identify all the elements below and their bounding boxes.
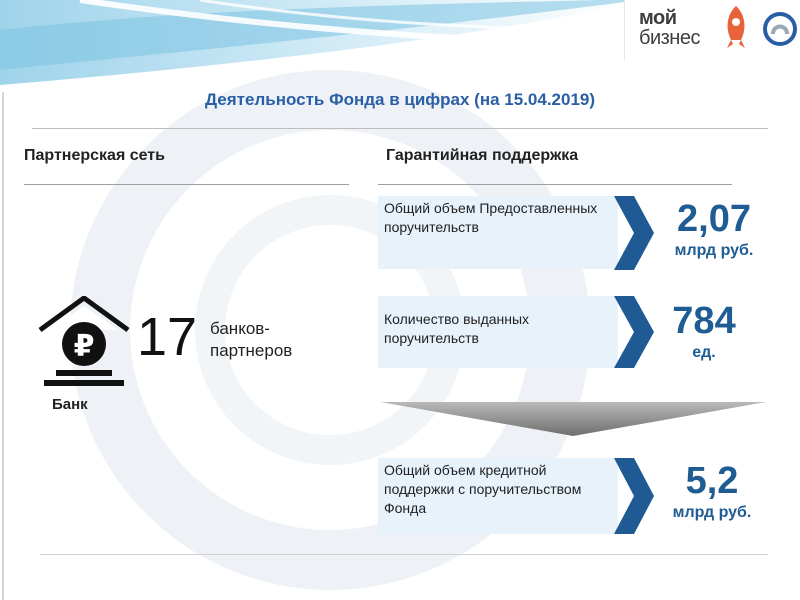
- credit-support-box: [378, 458, 618, 534]
- guarantee-count-label: Количество выданных поручительств: [384, 311, 530, 346]
- bottom-divider: [40, 554, 768, 555]
- guarantee-count-box: [378, 296, 618, 368]
- guarantee-total-number: 2,07: [677, 198, 751, 240]
- down-arrow-icon: [380, 402, 766, 436]
- fund-logo-icon: [763, 12, 797, 46]
- title-divider: [32, 128, 768, 129]
- partner-bank-count: 17: [137, 307, 198, 367]
- partner-bank-count-label: банков-партнеров: [210, 319, 293, 360]
- logo-line2: бизнес: [639, 27, 700, 49]
- bank-icon: [36, 296, 132, 392]
- credit-support-label: Общий объем кредитной поддержки с поручительством Фонда: [384, 462, 582, 516]
- guarantee-count-unit: ед.: [692, 344, 716, 361]
- svg-text:₽: ₽: [73, 329, 95, 364]
- guarantee-total-label: Общий объем Предоставленных поручительств: [384, 200, 598, 235]
- chevron-right-icon: [612, 296, 654, 368]
- rocket-icon: [721, 4, 751, 54]
- guarantee-count-value: [656, 300, 752, 364]
- bank-icon-label: Банк: [52, 396, 88, 413]
- logo: [624, 0, 800, 60]
- guarantee-total-unit: млрд руб.: [674, 242, 754, 259]
- guarantee-divider: [378, 184, 732, 185]
- guarantee-support-heading: Гарантийная поддержка: [386, 147, 579, 164]
- page-title: Деятельность Фонда в цифрах (на 15.04.2019): [204, 90, 596, 109]
- guarantee-total-value: [652, 198, 776, 262]
- logo-text: [639, 8, 719, 48]
- chevron-right-icon: [612, 458, 654, 534]
- partner-network-heading: Партнерская сеть: [24, 147, 165, 164]
- partner-divider: [24, 184, 349, 185]
- guarantee-total-box: [378, 196, 618, 269]
- credit-support-number: 5,2: [685, 460, 739, 502]
- guarantee-count-number: 784: [672, 300, 736, 342]
- logo-line1: мой: [639, 7, 677, 29]
- credit-support-value: [652, 460, 772, 524]
- credit-support-unit: млрд руб.: [672, 504, 752, 521]
- chevron-right-icon: [612, 196, 654, 270]
